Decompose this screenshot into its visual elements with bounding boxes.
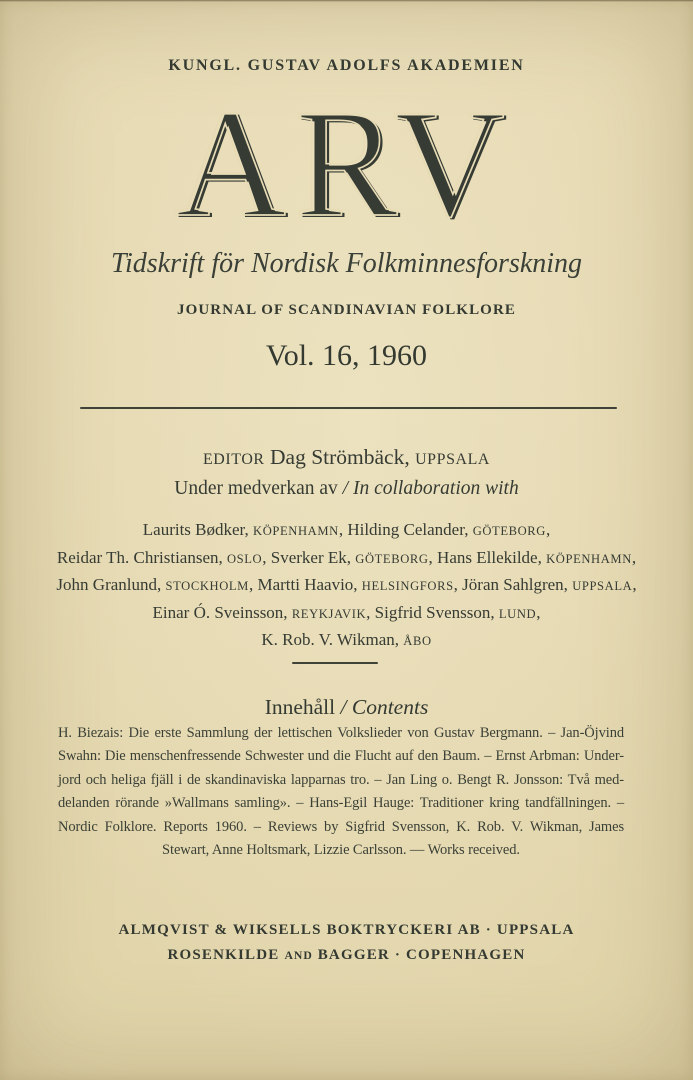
text-segment: STOCKHOLM — [165, 579, 249, 593]
text-segment: UPPSALA — [415, 451, 491, 468]
contents-line: Swahn: Die menschenfressende Schwester und die Flucht auf den Baum. – Ernst Arbman: Under- — [58, 748, 624, 765]
volume-line: Vol. 16, 1960 — [265, 339, 428, 372]
text-segment: , — [545, 520, 551, 539]
text-segment: OSLO — [227, 551, 263, 566]
editor-line — [0, 445, 693, 470]
text-segment: , — [632, 575, 637, 594]
text-segment: / Contents — [340, 695, 429, 719]
text-segment: / In collaboration with — [342, 478, 519, 499]
text-segment: KÖPENHAMN — [546, 551, 632, 566]
text-segment: , Jöran Sahlgren, — [453, 575, 573, 594]
text-segment: ROSENKILDE — [167, 947, 285, 963]
text-segment: UPPSALA — [572, 579, 633, 593]
collaborator-line — [0, 600, 693, 628]
text-segment: Einar Ó. Sveinsson, — [152, 602, 292, 622]
divider-rule — [80, 407, 617, 409]
text-segment: Under medverkan av — [174, 478, 343, 499]
collaborator-line — [0, 572, 693, 600]
text-segment: Laurits Bødker, — [142, 520, 254, 539]
text-segment: BAGGER · COPENHAGEN — [312, 947, 526, 963]
text-segment: KÖPENHAMN — [253, 524, 339, 538]
collaborator-line — [0, 627, 693, 655]
text-segment: , Martti Haavio, — [248, 575, 362, 594]
journal-title-block — [0, 79, 693, 251]
contents-line: H. Biezais: Die erste Sammlung der lettischen Volkslieder von Gustav Bergmann. – Jan-Öjvind — [58, 725, 624, 741]
text-segment: , — [536, 602, 541, 622]
imprint-line-1: ALMQVIST & WIKSELLS BOKTRYCKERI AB · UPPSALA — [118, 922, 575, 938]
text-segment: Reidar Th. Christiansen, — [56, 547, 227, 567]
contents-line: Stewart, Anne Holtsmark, Lizzie Carlsson. — Works received. — [162, 842, 520, 859]
section-divider-rule — [292, 662, 378, 664]
collaborator-line — [0, 517, 693, 545]
text-segment: , Sverker Ek, — [262, 547, 356, 567]
text-segment: GÖTEBORG — [472, 524, 546, 538]
publisher-line: KUNGL. GUSTAV ADOLFS AKADEMIEN — [168, 57, 525, 74]
contents-line: delanden rörande »Wallmans samling». – Hans-Egil Hauge: Traditioner kring tandfällningen. – — [58, 795, 624, 812]
contents-heading — [0, 694, 693, 720]
text-segment: Innehåll — [264, 695, 341, 719]
subtitle-swedish: Tidskrift för Nordisk Folkminnesforskning — [110, 248, 583, 279]
text-segment: LUND — [498, 606, 537, 621]
collaborators-list — [0, 517, 693, 655]
text-segment: HELSINGFORS — [361, 579, 454, 593]
text-segment: REYKJAVIK — [291, 606, 367, 621]
subtitle-english: JOURNAL OF SCANDINAVIAN FOLKLORE — [177, 302, 516, 318]
contents-line: Nordic Folklore. Reports 1960. – Reviews by Sigfrid Svensson, K. Rob. V. Wikman, James — [58, 818, 624, 835]
collaboration-line — [0, 478, 693, 500]
text-segment: Dag Strömbäck, — [264, 445, 416, 469]
text-segment: EDITOR — [202, 451, 265, 468]
text-segment: , Hilding Celander, — [338, 520, 473, 539]
collaborator-line — [0, 545, 693, 573]
imprint-line-2 — [0, 946, 693, 966]
contents-line: jord och heliga fjäll i de skandinaviska lapparnas tro. – Jan Ling o. Bengt R. Jonsson: Två med- — [58, 771, 624, 788]
text-segment: , Sigfrid Svensson, — [366, 602, 499, 622]
text-segment: ÅBO — [403, 634, 432, 648]
text-segment: John Granlund, — [56, 575, 166, 594]
text-segment: K. Rob. V. Wikman, — [261, 630, 404, 649]
text-segment: , Hans Ellekilde, — [428, 547, 547, 567]
contents-summary — [58, 722, 624, 862]
text-segment: , — [631, 547, 637, 567]
text-segment: GÖTEBORG — [355, 551, 429, 566]
journal-title: ARV ARV — [177, 88, 516, 243]
text-segment: AND — [284, 949, 313, 962]
